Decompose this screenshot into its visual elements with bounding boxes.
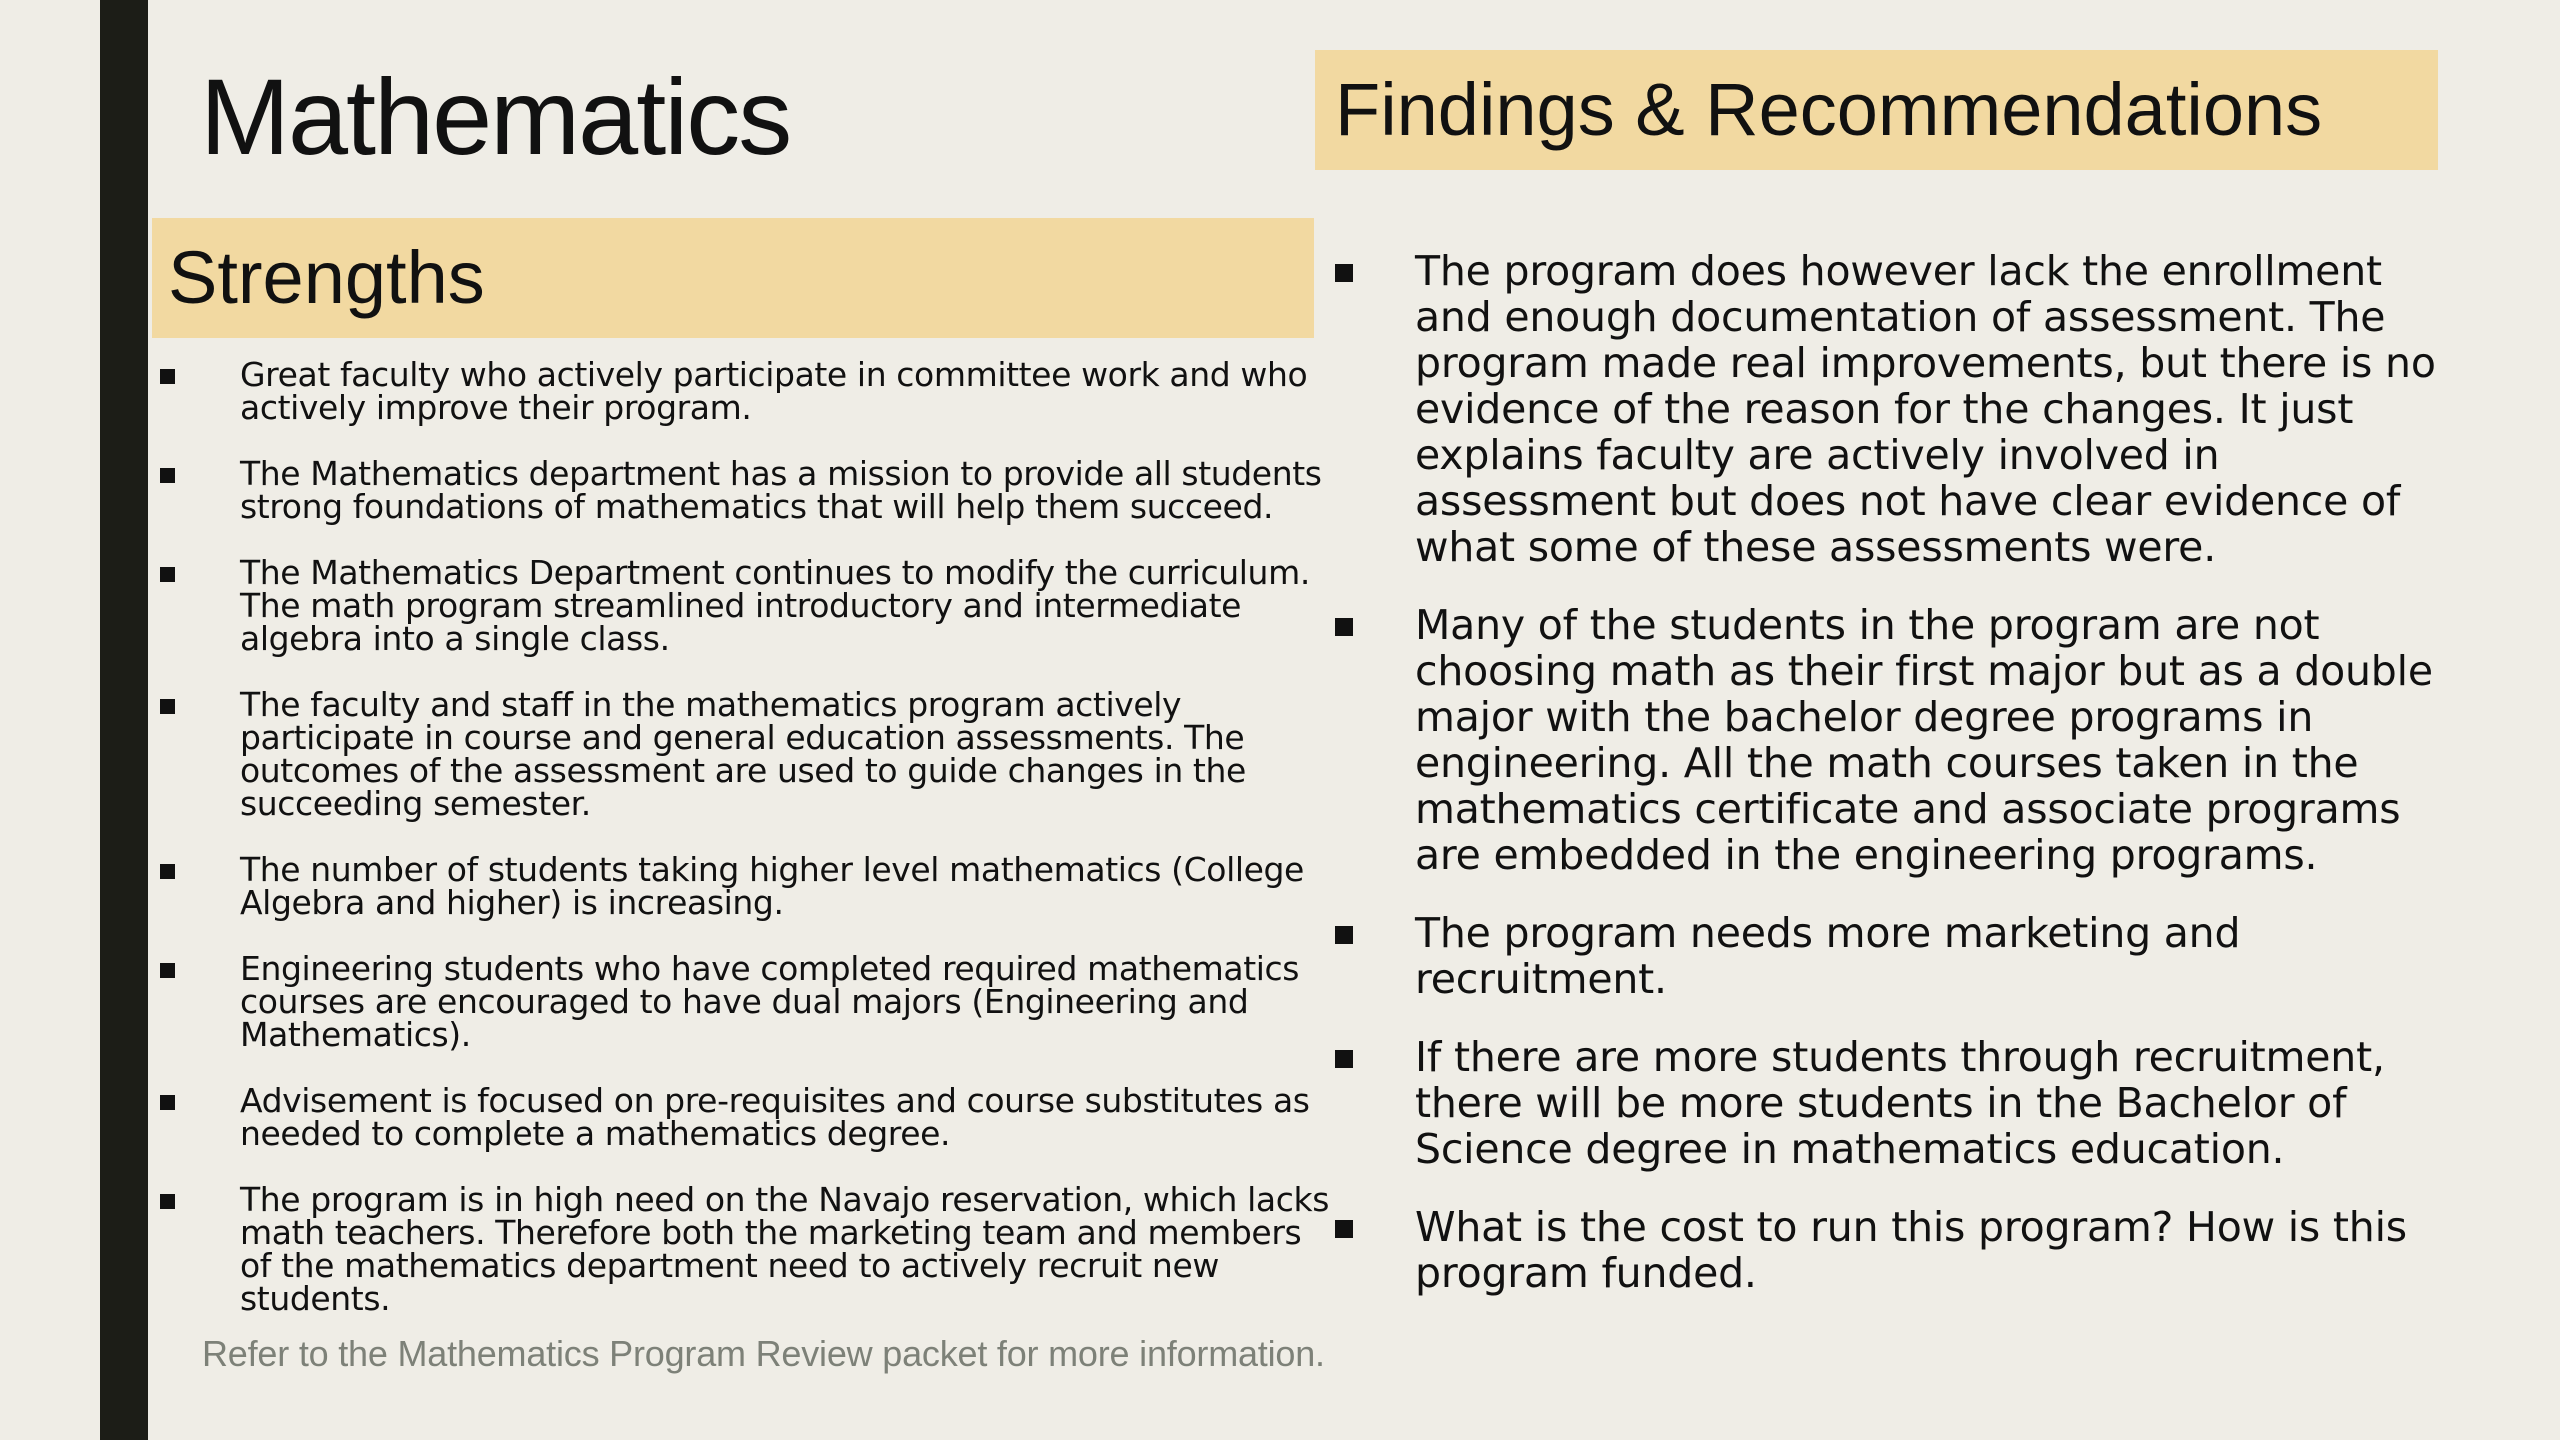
strength-item — [160, 949, 1340, 1054]
strength-item-text: The number of students taking higher level mathematics (College Algebra and higher) is increasing. — [240, 850, 1304, 922]
strength-item-text: The Mathematics department has a mission to provide all students strong foundations of mathematics that will help them succeed. — [240, 454, 1322, 526]
findings-list — [1335, 248, 2455, 1296]
square-bullet-icon — [1335, 264, 1353, 282]
strength-item — [160, 850, 1340, 922]
strength-item-text: Great faculty who actively participate in committee work and who actively improve their program. — [240, 355, 1308, 427]
finding-item — [1335, 1034, 2455, 1172]
strength-item — [160, 355, 1340, 427]
strength-item — [160, 553, 1340, 658]
strength-item — [160, 454, 1340, 526]
square-bullet-icon — [160, 468, 175, 483]
finding-item-text: The program does however lack the enrollment and enough documentation of assessment. The program made real improvements, but there is no evidence of the reason for the changes. It just explains faculty are actively involved in assessment but does not have clear evidence of what some of these assessments were. — [1415, 247, 2436, 571]
slide-title: Mathematics — [200, 56, 791, 177]
square-bullet-icon — [160, 963, 175, 978]
strengths-header: Strengths — [152, 218, 1314, 338]
strength-item-text: Engineering students who have completed required mathematics courses are encouraged to have dual majors (Engineering and Mathematics). — [240, 949, 1300, 1054]
strength-item — [160, 1180, 1340, 1318]
finding-item — [1335, 248, 2455, 570]
square-bullet-icon — [160, 864, 175, 879]
finding-item-text: What is the cost to run this program? How is this program funded. — [1415, 1203, 2407, 1297]
footer-note: Refer to the Mathematics Program Review packet for more information. — [202, 1333, 1325, 1374]
square-bullet-icon — [1335, 926, 1353, 944]
square-bullet-icon — [1335, 1050, 1353, 1068]
strengths-list — [160, 355, 1340, 1318]
square-bullet-icon — [160, 567, 175, 582]
square-bullet-icon — [1335, 618, 1353, 636]
finding-item-text: The program needs more marketing and recruitment. — [1415, 909, 2241, 1003]
square-bullet-icon — [160, 369, 175, 384]
finding-item — [1335, 602, 2455, 878]
finding-item — [1335, 910, 2455, 1002]
strength-item — [160, 685, 1340, 823]
findings-header: Findings & Recommendations — [1315, 50, 2438, 170]
finding-item — [1335, 1204, 2455, 1296]
strength-item-text: Advisement is focused on pre-requisites and course substitutes as needed to complete a mathematics degree. — [240, 1081, 1310, 1153]
strength-item — [160, 1081, 1340, 1153]
strength-item-text: The program is in high need on the Navajo reservation, which lacks math teachers. Therefore both the marketing team and members of the mathematics department need to actively recruit new students. — [240, 1180, 1329, 1318]
finding-item-text: If there are more students through recruitment, there will be more students in the Bachelor of Science degree in mathematics education. — [1415, 1033, 2385, 1173]
square-bullet-icon — [1335, 1220, 1353, 1238]
strength-item-text: The Mathematics Department continues to modify the curriculum. The math program streamlined introductory and intermediate algebra into a single class. — [240, 553, 1310, 658]
left-accent-bar — [100, 0, 148, 1440]
square-bullet-icon — [160, 1194, 175, 1209]
square-bullet-icon — [160, 699, 175, 714]
square-bullet-icon — [160, 1095, 175, 1110]
strength-item-text: The faculty and staff in the mathematics program actively participate in course and general education assessments. The outcomes of the assessment are used to guide changes in the succeeding semester. — [240, 685, 1246, 823]
finding-item-text: Many of the students in the program are not choosing math as their first major but as a double major with the bachelor degree programs in engineering. All the math courses taken in the mathematics certificate and associate programs are embedded in the engineering programs. — [1415, 601, 2433, 879]
